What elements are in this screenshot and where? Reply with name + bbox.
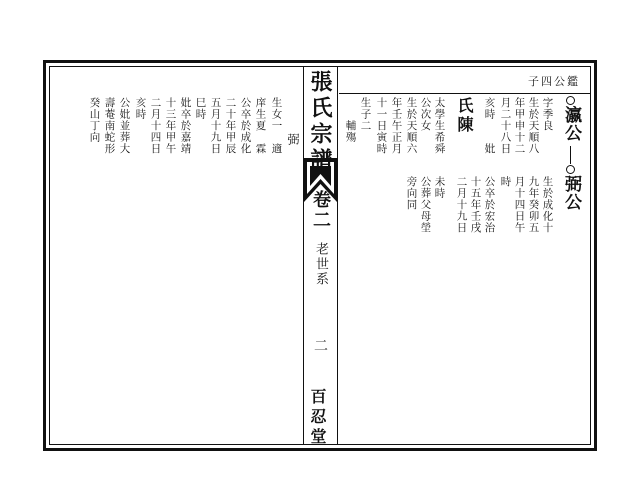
ying-col-4: 月二十八日: [499, 97, 512, 155]
bi-left-col-2: 庠生夏 霖: [254, 97, 267, 155]
ancestor-name-bi: 弼公: [561, 175, 581, 211]
bi-col-6: 十五年壬戌: [469, 176, 482, 234]
bi-left-col-5: 五月十九日: [209, 97, 222, 155]
bi-col-10: 旁向同: [405, 176, 418, 211]
bi-left-col-8: 十三年甲午: [164, 97, 177, 155]
bi-left-col-12: 壽菴南蛇形: [103, 97, 116, 155]
lineage-line: [570, 146, 571, 164]
center-rule-right: [337, 66, 338, 445]
volume-label: 卷二: [310, 190, 331, 230]
ying-col-8: 生於天順六: [405, 97, 418, 155]
bi-col-8: 未時: [433, 176, 446, 199]
ying-col-3: 年甲申十二: [513, 97, 526, 155]
bi-continued-label: 弼: [286, 133, 300, 146]
page-header: 子四公鑑: [528, 75, 580, 88]
bi-left-col-6: 巳時: [194, 97, 207, 120]
bi-left-col-1: 生女一 適: [270, 97, 283, 155]
ying-col-9: 年壬午正月: [390, 97, 403, 155]
header-rule: [339, 93, 590, 94]
ying-col-6: 太學生希舜: [433, 97, 446, 155]
bi-left-col-10: 亥時: [134, 97, 147, 120]
bi-col-4: 時: [499, 176, 512, 188]
node-circle-2: [566, 165, 575, 174]
ying-col-10: 十一日寅時: [375, 97, 388, 155]
section-label: 老世系: [313, 242, 328, 287]
bi-left-col-13: 癸山丁向: [88, 97, 101, 143]
ying-col-12: 輔殤: [344, 97, 357, 143]
ancestor-name-ying: 瀛公: [561, 106, 581, 142]
bi-col-9: 公葬父母塋: [419, 176, 432, 234]
center-rule-left: [303, 66, 304, 445]
bi-col-5: 公卒於宏治: [483, 176, 496, 234]
ying-col-5: 亥時 妣: [483, 97, 496, 155]
ying-col-2: 生於天順八: [527, 97, 540, 155]
bi-col-1: 生於成化十: [541, 176, 554, 234]
page-number: 二: [312, 338, 328, 355]
bi-left-col-9: 二月十四日: [149, 97, 162, 155]
bi-left-col-3: 公卒於成化: [239, 97, 252, 155]
ying-col-1: 字季良: [541, 97, 554, 132]
bi-col-7: 二月十九日: [455, 176, 468, 234]
ying-col-7: 公次女: [419, 97, 432, 132]
bi-left-col-7: 妣卒於嘉靖: [179, 97, 192, 155]
bi-col-3: 月十四日午: [513, 176, 526, 234]
hall-name: 百忍堂: [308, 388, 327, 448]
bi-left-col-4: 二十年甲辰: [224, 97, 237, 155]
ying-col-11: 生子二: [359, 97, 372, 132]
bi-left-col-11: 公妣並葬大: [118, 97, 131, 155]
node-circle-1: [566, 96, 575, 105]
bi-col-2: 九年癸卯五: [527, 176, 540, 234]
book-title: 張氏宗譜: [307, 70, 333, 174]
spouse-surname: 氏陳: [455, 97, 474, 135]
